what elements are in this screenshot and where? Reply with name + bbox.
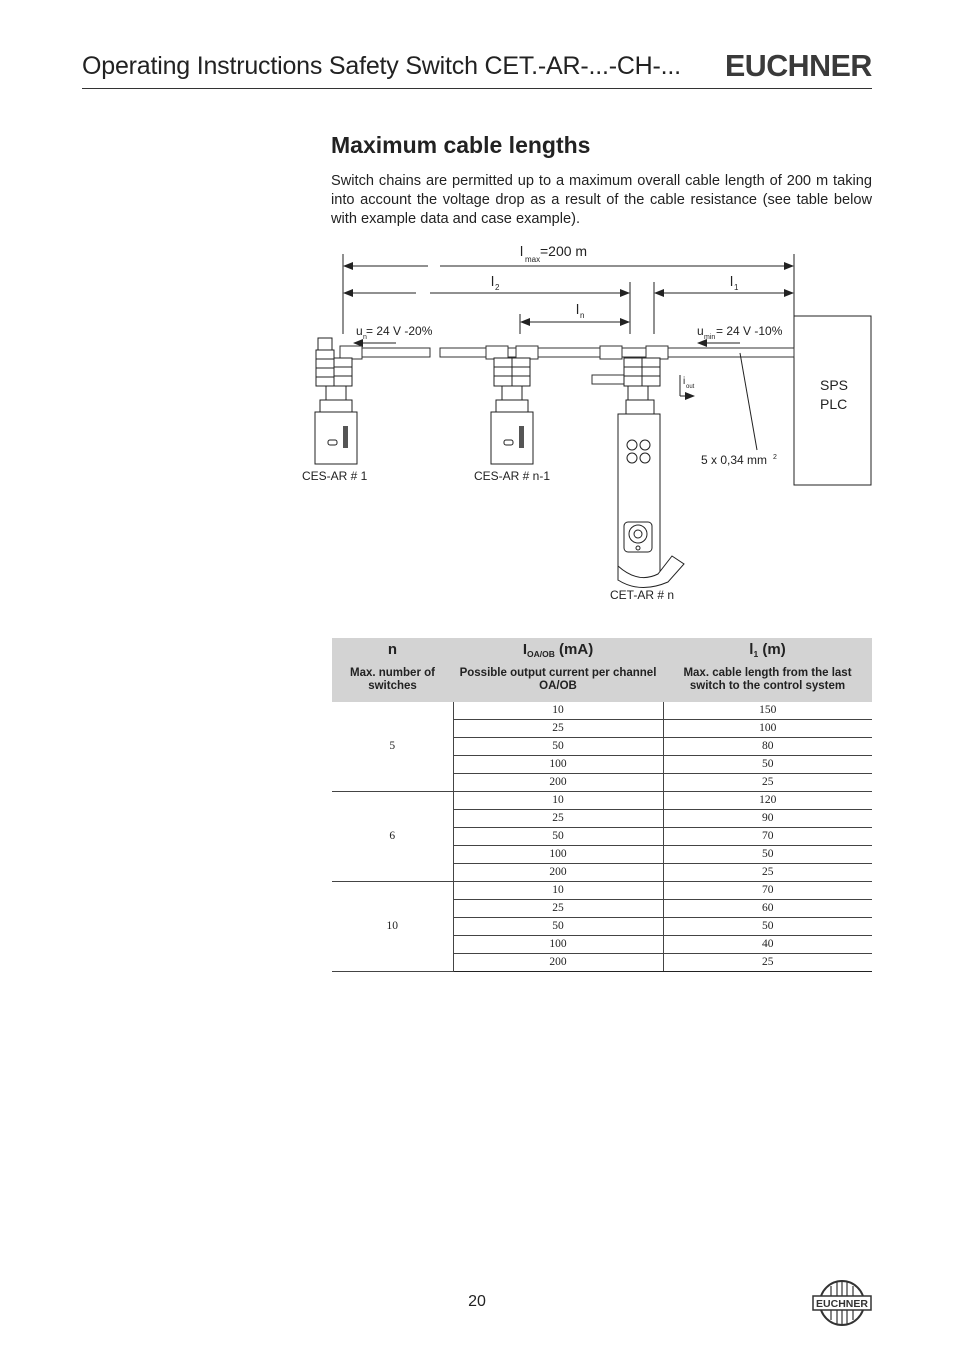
cable-spec-sup: 2	[773, 454, 777, 461]
header-n-symbol: n	[332, 638, 453, 667]
plc-label-plc: PLC	[820, 396, 848, 412]
iout-cable	[592, 375, 628, 384]
switch-count-cell: 6	[332, 792, 453, 882]
euchner-seal-logo	[811, 1278, 873, 1328]
lmax-value: =200 m	[540, 243, 588, 259]
switch-count-cell: 10	[332, 882, 453, 972]
header-divider	[82, 88, 872, 89]
section-heading: Maximum cable lengths	[331, 132, 591, 158]
current-cell: 50	[453, 918, 663, 936]
svg-text:EUCHNER: EUCHNER	[816, 1298, 868, 1310]
euchner-logo: EUCHNER	[725, 48, 872, 83]
switch-ces-ar-n-1	[491, 358, 533, 464]
current-cell: 100	[453, 936, 663, 954]
l2-label: l	[491, 273, 495, 289]
current-cell: 50	[453, 738, 663, 756]
header-current-symbol: $I_{OA/OB}$ (mA)	[453, 638, 663, 667]
cable-length-diagram	[296, 238, 876, 608]
header-length-symbol: $l_1$ (m)	[663, 638, 872, 667]
current-cell: 200	[453, 864, 663, 882]
lmax-sub: max	[525, 255, 541, 264]
current-cell: 25	[453, 900, 663, 918]
length-cell: 150	[663, 702, 872, 720]
length-cell: 50	[663, 918, 872, 936]
ln-label: l	[576, 301, 580, 317]
length-cell: 120	[663, 792, 872, 810]
current-cell: 25	[453, 720, 663, 738]
current-cell: 10	[453, 882, 663, 900]
switch2-label: CES-AR # n-1	[474, 469, 551, 483]
length-cell: 50	[663, 846, 872, 864]
header-current-description: Possible output current per channel OA/OB	[453, 667, 663, 702]
length-cell: 60	[663, 900, 872, 918]
umin-sub: min	[704, 334, 716, 341]
current-cell: 10	[453, 702, 663, 720]
switch-cet-ar-n	[618, 358, 684, 588]
table-row	[332, 702, 872, 720]
length-cell: 25	[663, 864, 872, 882]
current-cell: 100	[453, 846, 663, 864]
plc-label-sps: SPS	[820, 377, 849, 393]
length-cell: 25	[663, 954, 872, 972]
length-cell: 70	[663, 882, 872, 900]
un-label: u	[356, 324, 363, 338]
switch1-label: CES-AR # 1	[302, 469, 368, 483]
current-cell: 10	[453, 792, 663, 810]
current-cell: 25	[453, 810, 663, 828]
switch-count-cell: 5	[332, 702, 453, 792]
l2-sub: 2	[495, 283, 500, 292]
length-cell: 90	[663, 810, 872, 828]
length-cell: 80	[663, 738, 872, 756]
current-cell: 200	[453, 954, 663, 972]
un-sub: n	[363, 334, 367, 341]
switch3-label: CET-AR # n	[610, 588, 675, 602]
length-cell: 70	[663, 828, 872, 846]
lmax-label: l	[520, 243, 524, 259]
table-row	[332, 882, 872, 900]
table-row	[332, 792, 872, 810]
page-number: 20	[468, 1293, 486, 1310]
umin-label: u	[697, 324, 704, 338]
current-cell: 50	[453, 828, 663, 846]
document-title: Operating Instructions Safety Switch CET.-AR-...-CH-...	[82, 52, 681, 80]
l1-label: l	[730, 273, 734, 289]
iout-label: i	[683, 376, 686, 387]
header-length-description: Max. cable length from the last switch to the control system	[663, 667, 872, 702]
umin-value: = 24 V -10%	[716, 324, 783, 338]
l1-sub: 1	[734, 283, 739, 292]
intro-paragraph: Switch chains are permitted up to a maximum overall cable length of 200 m taking into account the voltage drop as a result of the cable resistance (see table below with example data and case example).	[331, 173, 872, 227]
iout-sub: out	[686, 384, 695, 390]
cable-length-table	[332, 638, 872, 972]
length-cell: 100	[663, 720, 872, 738]
un-value: = 24 V -20%	[366, 324, 433, 338]
current-cell: 100	[453, 756, 663, 774]
current-cell: 200	[453, 774, 663, 792]
length-cell: 50	[663, 756, 872, 774]
header-n-description: Max. number of switches	[332, 667, 453, 702]
length-cell: 25	[663, 774, 872, 792]
length-cell: 40	[663, 936, 872, 954]
ln-sub: n	[580, 311, 585, 320]
cable-spec-label: 5 x 0,34 mm	[701, 453, 768, 467]
